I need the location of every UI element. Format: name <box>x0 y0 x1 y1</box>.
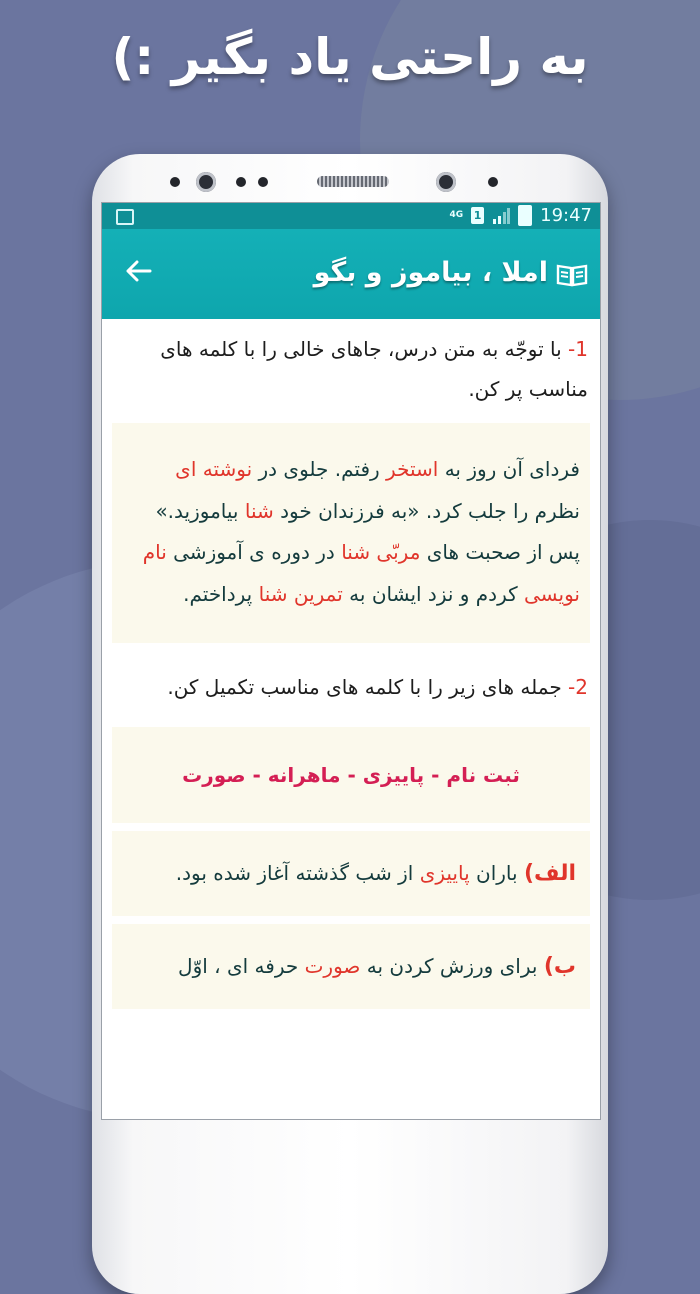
answer-item-a <box>112 831 590 916</box>
status-bar <box>102 203 600 229</box>
earpiece-speaker <box>317 176 389 187</box>
word-bank: ثبت نام - پاییزی - ماهرانه - صورت <box>112 727 590 823</box>
phone-screen <box>101 202 601 1120</box>
battery-icon <box>518 205 532 226</box>
sensor-dot <box>258 177 268 187</box>
page-title: املا ، بیاموز و بگو <box>313 257 548 288</box>
sensor-dot <box>488 177 498 187</box>
passage-text: کردم و نزد ایشان به <box>342 581 525 606</box>
arrow-left-icon[interactable] <box>124 259 152 283</box>
question-1 <box>102 319 600 409</box>
answer-word: نام نویسی <box>142 540 580 606</box>
network-type: 4G <box>449 210 464 220</box>
answer-word: استخر <box>386 457 439 481</box>
image-notification-icon <box>116 209 134 225</box>
sim-icon: 1 <box>471 207 484 224</box>
app-bar <box>102 229 600 319</box>
lesson-content <box>102 319 600 1009</box>
answer-item-b <box>112 924 590 1009</box>
question-2 <box>102 643 600 707</box>
item-text: باران <box>469 861 524 886</box>
passage-text: در دوره ی آموزشی <box>166 540 342 565</box>
sensor-dot <box>236 177 246 187</box>
passage-text: نظرم را جلب کرد. «به فرزندان خود <box>273 498 580 523</box>
passage-text: پرداختم. <box>183 581 259 606</box>
clock: 19:47 <box>540 205 592 226</box>
item-label: ب) <box>543 954 576 980</box>
item-text: از شب گذشته آغاز شده بود. <box>175 861 420 886</box>
front-camera <box>436 172 456 192</box>
front-camera <box>196 172 216 192</box>
passage-text: فردای آن روز به <box>438 457 580 481</box>
question-text: جمله های زیر را با کلمه های مناسب تکمیل کن. <box>167 675 569 700</box>
item-text: حرفه ای ، اوّل <box>178 954 305 979</box>
promo-headline: به راحتی یاد بگیر :) <box>111 28 589 86</box>
status-icons <box>449 205 592 226</box>
answer-word: مربّی شنا <box>341 540 421 565</box>
item-text: برای ورزش کردن به <box>360 954 544 979</box>
question-number: 1- <box>568 337 588 361</box>
passage-card <box>112 423 590 643</box>
passage-text: بیاموزید.» پس از صحبت های <box>155 498 580 565</box>
passage-text: رفتم. جلوی در <box>252 457 387 481</box>
question-number: 2- <box>568 675 588 700</box>
answer-word: نوشته ای <box>175 457 253 481</box>
sensor-dot <box>170 177 180 187</box>
answer-word: شنا <box>244 498 274 523</box>
signal-icon <box>492 208 510 224</box>
answer-word: تمرین شنا <box>258 581 343 606</box>
open-book-icon <box>556 263 588 287</box>
answer-word: صورت <box>304 954 361 979</box>
item-label: الف) <box>523 861 576 887</box>
question-text: با توجّه به متن درس، جاهای خالی را با کلمه های مناسب پر کن. <box>160 337 588 401</box>
answer-word: پاییزی <box>419 861 470 886</box>
